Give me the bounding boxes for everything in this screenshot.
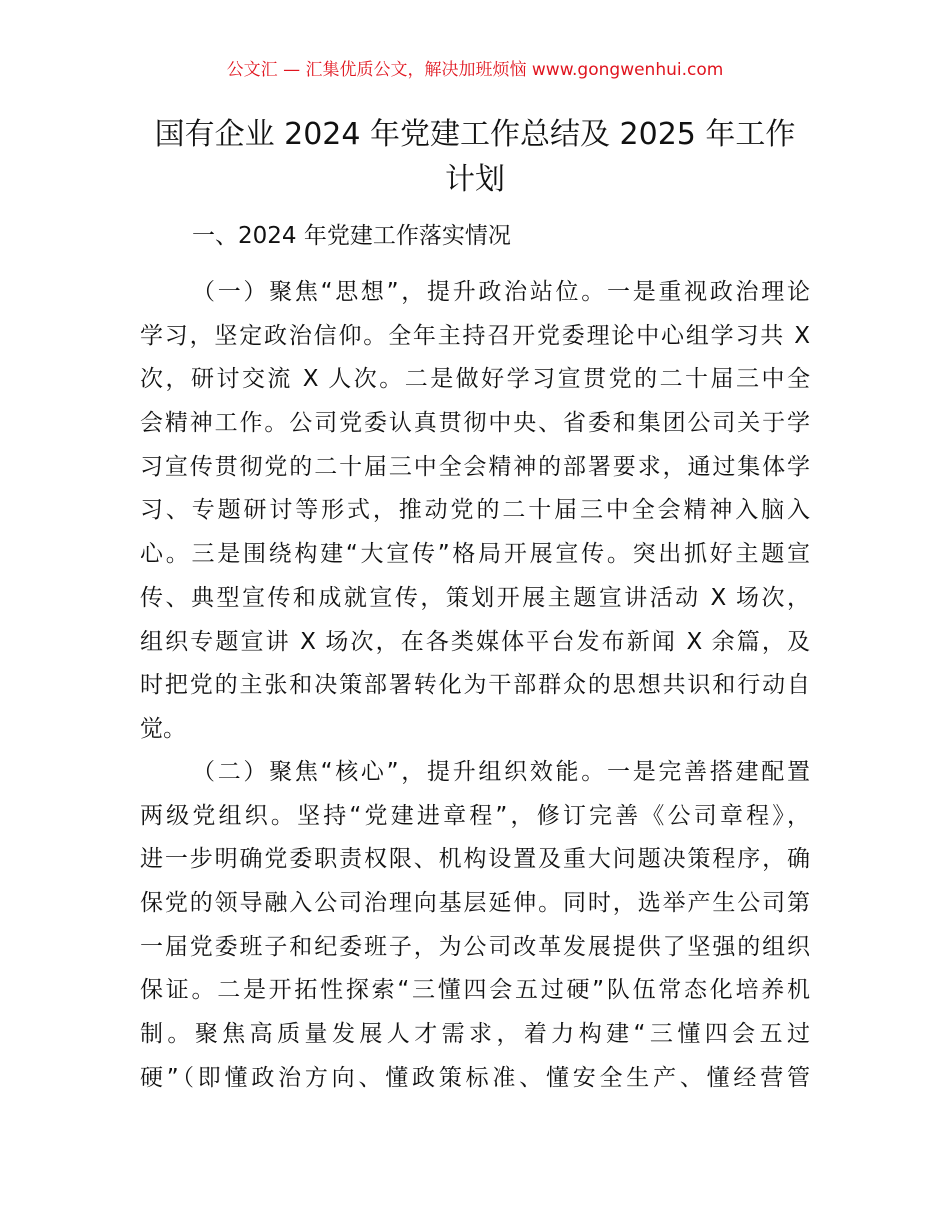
text-line: 时把党的主张和决策部署转化为干部群众的思想共识和行动自: [140, 672, 810, 699]
text-line: 觉。: [140, 715, 186, 742]
document-title: 国有企业 2024 年党建工作总结及 2025 年工作: [154, 117, 796, 152]
text-line: （二）聚焦“核心”，提升组织效能。一是完善搭建配置: [192, 759, 810, 785]
text-line: 传、典型宣传和成就宣传，策划开展主题宣讲活动 X 场次，: [140, 584, 810, 611]
section-heading: 一、2024 年党建工作落实情况: [192, 223, 511, 249]
text-line: 次，研讨交流 X 人次。二是做好学习宣贯党的二十届三中全: [140, 366, 810, 393]
text-line: 保证。二是开拓性探索“三懂四会五过硬”队伍常态化培养机: [140, 977, 810, 1004]
paragraph-1: [140, 271, 810, 752]
text-line: 保党的领导融入公司治理向基层延伸。同时，选举产生公司第: [140, 890, 810, 917]
paragraph-2: [140, 751, 810, 1101]
text-line: 学习，坚定政治信仰。全年主持召开党委理论中心组学习共 X: [140, 322, 810, 349]
text-line: 习宣传贯彻党的二十届三中全会精神的部署要求，通过集体学: [140, 453, 810, 480]
text-line: （一）聚焦“思想”，提升政治站位。一是重视政治理论: [192, 279, 810, 305]
watermark-header: 公文汇 — 汇集优质公文，解决加班烦恼 www.gongwenhui.com: [226, 60, 724, 80]
text-line: 组织专题宣讲 X 场次，在各类媒体平台发布新闻 X 余篇，及: [140, 628, 810, 655]
text-line: 心。三是围绕构建“大宣传”格局开展宣传。突出抓好主题宣: [140, 541, 810, 568]
text-line: 制。聚焦高质量发展人才需求，着力构建“三懂四会五过: [140, 1021, 810, 1048]
text-line: 一届党委班子和纪委班子，为公司改革发展提供了坚强的组织: [140, 933, 810, 960]
document-title-continued: 计划: [445, 162, 505, 197]
text-line: 进一步明确党委职责权限、机构设置及重大问题决策程序，确: [140, 846, 810, 873]
text-line: 会精神工作。公司党委认真贯彻中央、省委和集团公司关于学: [140, 410, 810, 437]
text-line: 习、专题研讨等形式，推动党的二十届三中全会精神入脑入: [140, 497, 810, 524]
text-line: 硬”（即懂政治方向、懂政策标准、懂安全生产、懂经营管: [140, 1064, 810, 1091]
text-line: 两级党组织。坚持“党建进章程”，修订完善《公司章程》，: [140, 802, 810, 829]
